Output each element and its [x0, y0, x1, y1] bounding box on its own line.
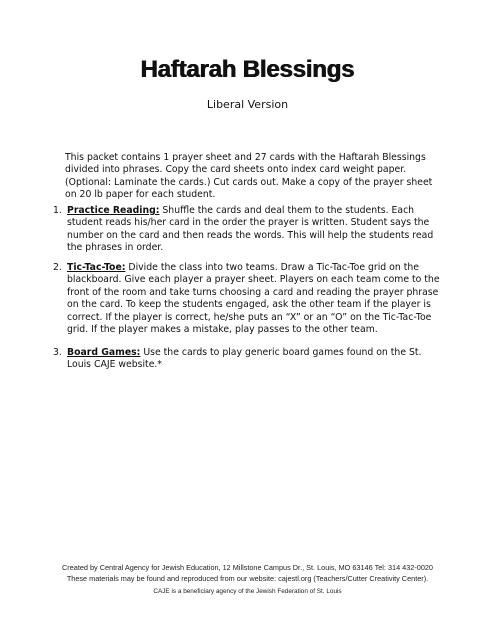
list-item-heading: Board Games:	[67, 347, 141, 358]
list-item-board-games	[53, 347, 441, 372]
list-item-practice-reading	[53, 205, 441, 255]
page-subtitle: Liberal Version	[206, 98, 289, 111]
list-item-body	[67, 347, 441, 372]
intro-paragraph: This packet contains 1 prayer sheet and 27 cards with the Haftarah Blessings divided into phrases. Copy the card sheets onto index card weight paper. (Optional: Laminate the cards.) Cut cards out. Make a copy of the prayer sheet on 20 lb paper for each student.	[65, 152, 433, 201]
list-item-body	[67, 205, 441, 255]
list-item-number: 2.	[53, 262, 62, 273]
list-item-text: Shuffle the cards and deal them to the students. Each student reads his/her card in the order the prayer is written. Student says the number on the card and then reads the words. This will help the students read the phrases in order.	[67, 205, 434, 254]
footer-website: These materials may be found and reproduced from our website: cajestl.org (Teachers/Cutter Creativity Center).	[66, 574, 429, 583]
list-item-number: 1.	[53, 205, 62, 216]
list-item-body	[67, 262, 441, 336]
footer-address: Created by Central Agency for Jewish Education, 12 Millstone Campus Dr., St. Louis, MO 63146 Tel: 314 432-0020	[62, 563, 433, 572]
list-item-text: Divide the class into two teams. Draw a Tic-Tac-Toe grid on the blackboard. Give each player a prayer sheet. Players on each team come to the front of the room and take turns choosing a card and reading the prayer phrase on the card. To keep the students engaged, ask the other team if the player is correct. If the player is correct, he/she puts an “X” or an “O” on the Tic-Tac-Toe grid. If the player makes a mistake, play passes to the other team.	[67, 262, 440, 336]
page-title: Haftarah Blessings	[140, 56, 355, 83]
list-item-number: 3.	[53, 347, 62, 358]
list-item-heading: Practice Reading:	[67, 205, 160, 216]
footer-agency: CAJE is a beneficiary agency of the Jewish Federation of St. Louis	[153, 588, 342, 595]
list-item-heading: Tic-Tac-Toe:	[67, 262, 126, 273]
list-item-tic-tac-toe	[53, 262, 441, 336]
list-item-text: Use the cards to play generic board games found on the St. Louis CAJE website.*	[67, 347, 422, 371]
